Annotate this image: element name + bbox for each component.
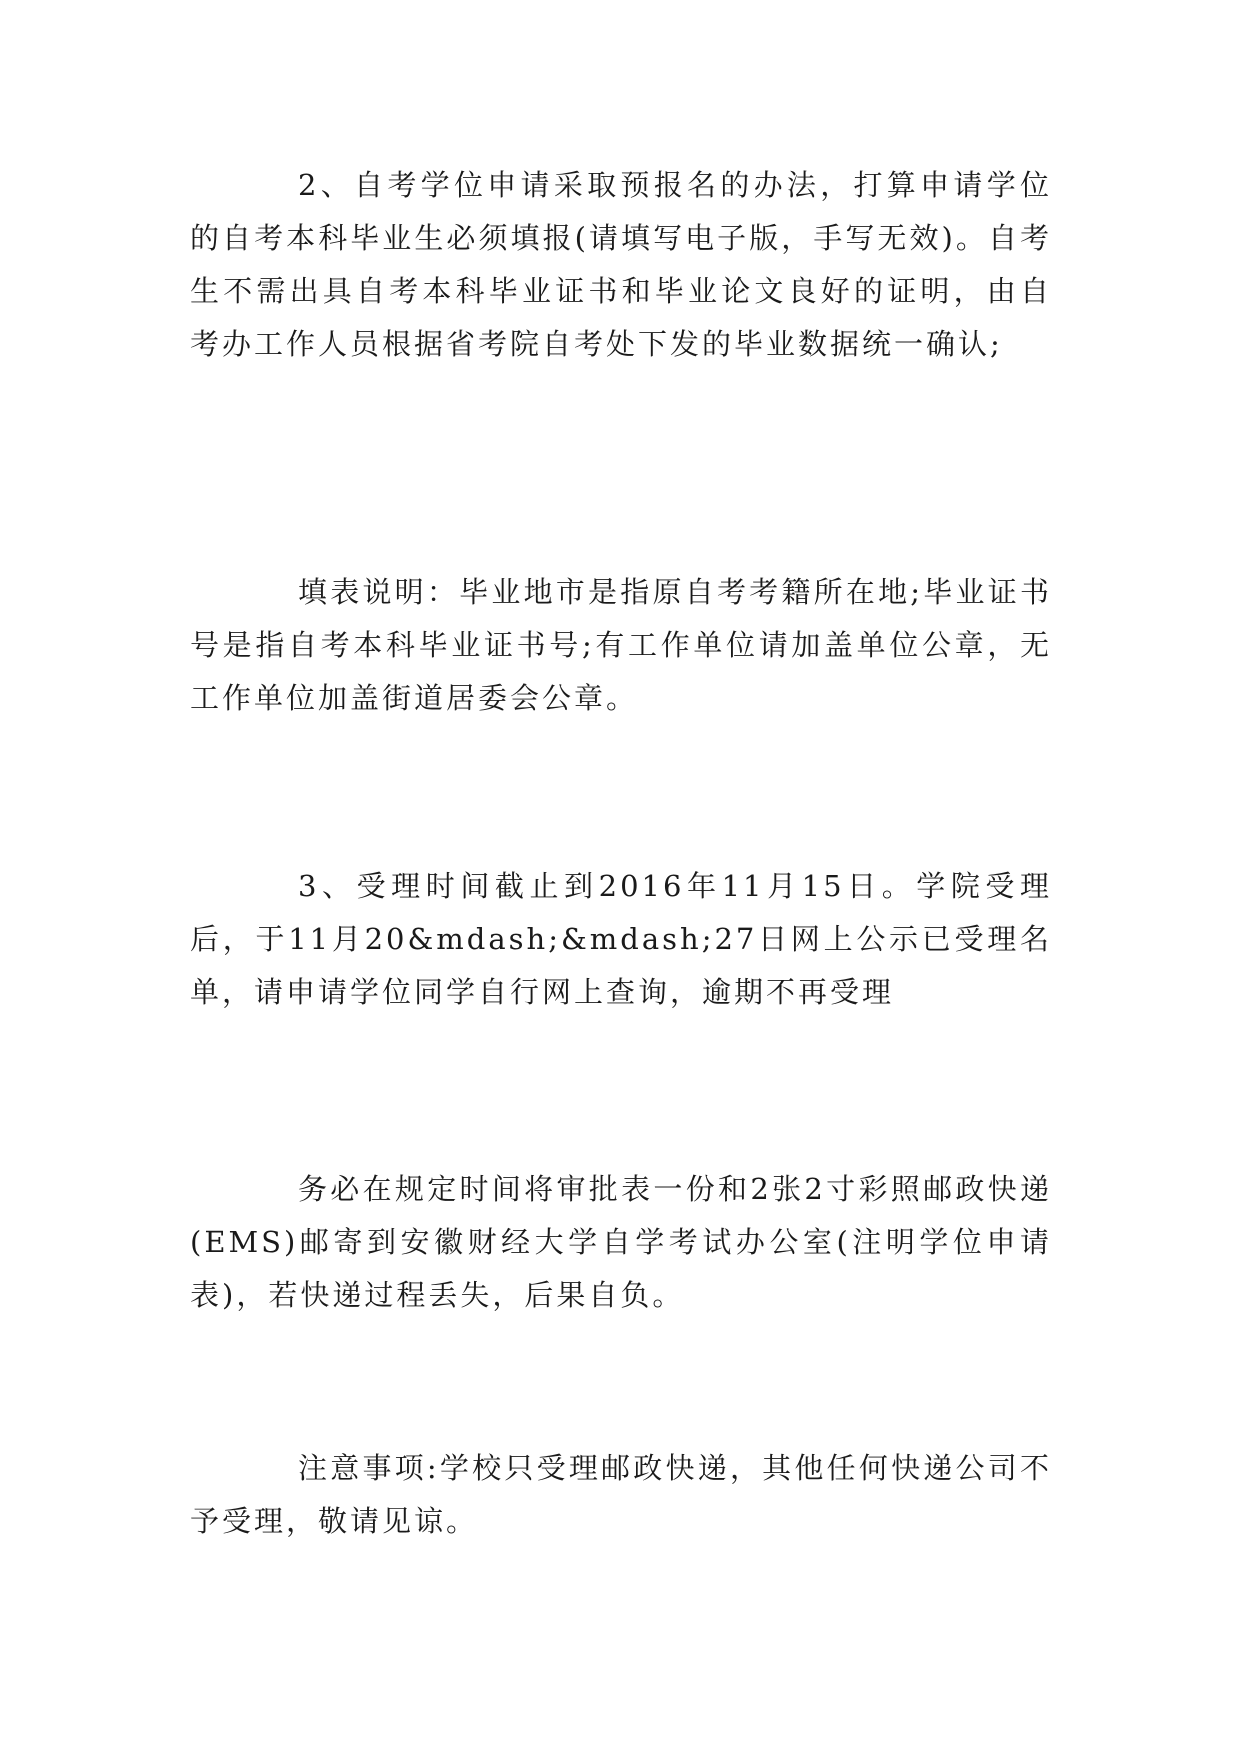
paragraph-notes: 注意事项:学校只受理邮政快递，其他任何快递公司不予受理，敬请见谅。 <box>190 1451 1052 1538</box>
paragraph-form-instructions: 填表说明：毕业地市是指原自考考籍所在地;毕业证书号是指自考本科毕业证书号;有工作单位请加盖单位公章，无工作单位加盖街道居委会公章。 <box>190 575 1052 715</box>
paragraph-degree-application: 2、自考学位申请采取预报名的办法，打算申请学位的自考本科毕业生必须填报(请填写电子版，手写无效)。自考生不需出具自考本科毕业证书和毕业论文良好的证明，由自考办工作人员根据省考院自考处下发的毕业数据统一确认; <box>190 168 1052 361</box>
paragraph-acceptance-deadline: 3、受理时间截止到2016年11月15日。学院受理后，于11月20&mdash;&mdash;27日网上公示已受理名单，请申请学位同学自行网上查询，逾期不再受理 <box>190 869 1052 1009</box>
paragraph-mailing-requirements: 务必在规定时间将审批表一份和2张2寸彩照邮政快递(EMS)邮寄到安徽财经大学自学考试办公室(注明学位申请表)，若快递过程丢失，后果自负。 <box>190 1172 1052 1312</box>
